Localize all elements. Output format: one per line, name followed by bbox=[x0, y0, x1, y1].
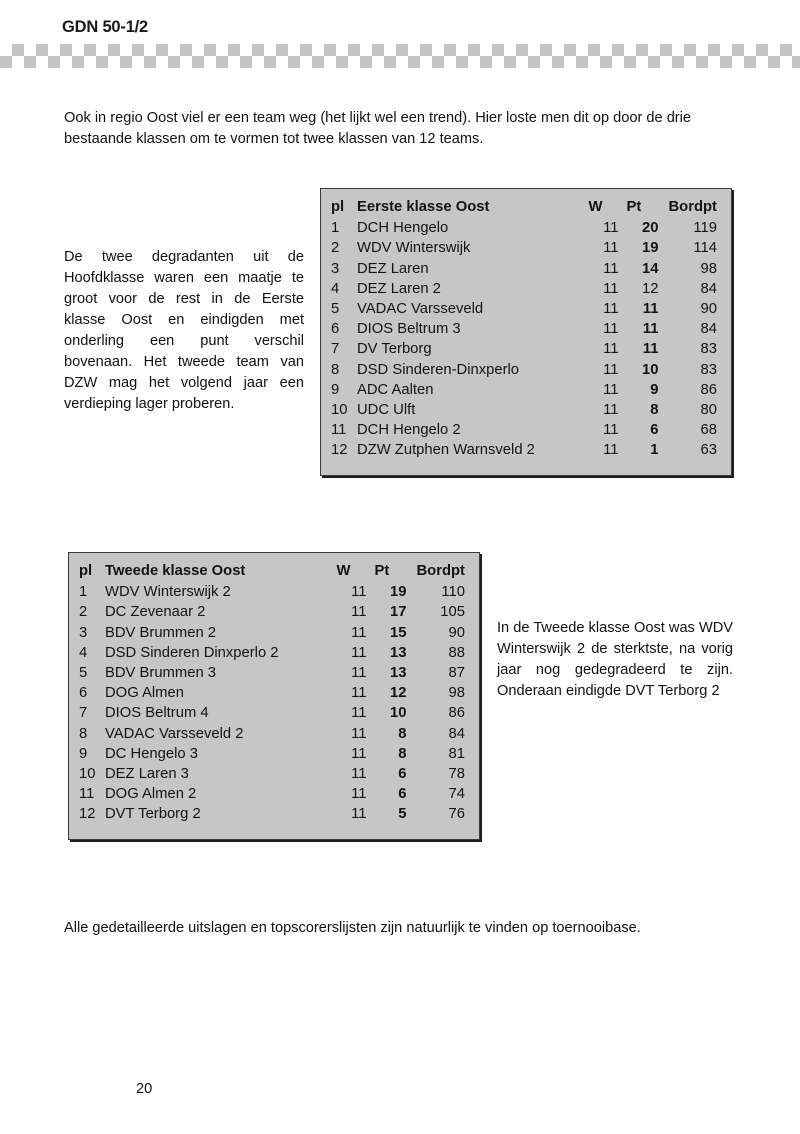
table-row bbox=[79, 703, 469, 723]
cell-team: DCH Hengelo 2 bbox=[357, 422, 461, 439]
cell-pt: 6 bbox=[650, 422, 659, 439]
cell-pt: 8 bbox=[398, 745, 407, 762]
cell-w: 11 bbox=[603, 260, 619, 277]
cell-bordpt: 84 bbox=[700, 321, 717, 338]
cell-pt: 12 bbox=[642, 280, 659, 297]
cell-pl: 12 bbox=[331, 442, 348, 459]
table-row bbox=[79, 724, 469, 744]
cell-pl: 6 bbox=[331, 321, 340, 338]
cell-bordpt: 76 bbox=[448, 806, 465, 823]
cell-pl: 3 bbox=[331, 260, 340, 277]
cell-w: 11 bbox=[603, 381, 619, 398]
cell-team: DIOS Beltrum 4 bbox=[105, 705, 209, 722]
cell-pt: 5 bbox=[398, 806, 407, 823]
cell-pl: 8 bbox=[79, 725, 88, 742]
cell-bordpt: 114 bbox=[693, 240, 717, 257]
cell-w: 11 bbox=[351, 665, 367, 682]
cell-team: VADAC Varsseveld 2 bbox=[105, 725, 244, 742]
cell-pt: 14 bbox=[642, 260, 659, 277]
cell-w: 11 bbox=[351, 584, 367, 601]
page-number: 20 bbox=[136, 1081, 153, 1097]
cell-team: DEZ Laren bbox=[357, 260, 429, 277]
rank-table bbox=[79, 561, 469, 825]
cell-team: UDC Ulft bbox=[357, 402, 416, 419]
cell-pt: 11 bbox=[642, 301, 659, 318]
column-header-pl: pl bbox=[331, 199, 345, 215]
table-row bbox=[331, 440, 721, 460]
standings-table-tweede-klasse-oost bbox=[68, 552, 480, 840]
cell-bordpt: 88 bbox=[448, 644, 465, 661]
cell-team: ADC Aalten bbox=[357, 381, 434, 398]
cell-bordpt: 119 bbox=[693, 220, 717, 237]
table-body bbox=[79, 582, 469, 824]
cell-bordpt: 110 bbox=[441, 584, 465, 601]
cell-pt: 10 bbox=[642, 361, 659, 378]
cell-w: 11 bbox=[351, 705, 367, 722]
cell-pl: 7 bbox=[331, 341, 340, 358]
cell-pt: 17 bbox=[390, 604, 407, 621]
cell-team: DVT Terborg 2 bbox=[105, 806, 201, 823]
cell-w: 11 bbox=[603, 402, 619, 419]
cell-w: 11 bbox=[351, 806, 367, 823]
cell-bordpt: 87 bbox=[448, 665, 465, 682]
outro-paragraph: Alle gedetailleerde uitslagen en topscorerslijsten zijn natuurlijk te vinden op toernooibase. bbox=[64, 920, 641, 936]
cell-pt: 12 bbox=[390, 685, 407, 702]
cell-pt: 6 bbox=[398, 786, 407, 803]
cell-pl: 5 bbox=[331, 301, 340, 318]
cell-pt: 15 bbox=[390, 624, 407, 641]
table-row bbox=[79, 602, 469, 622]
column-header-pl: pl bbox=[79, 563, 93, 579]
cell-w: 11 bbox=[351, 685, 367, 702]
cell-team: DCH Hengelo bbox=[357, 220, 449, 237]
cell-pl: 2 bbox=[79, 604, 88, 621]
cell-bordpt: 84 bbox=[700, 280, 717, 297]
page-header bbox=[0, 0, 800, 72]
cell-pt: 8 bbox=[650, 402, 659, 419]
cell-bordpt: 84 bbox=[448, 725, 465, 742]
cell-team: WDV Winterswijk 2 bbox=[105, 584, 231, 601]
table-row bbox=[79, 784, 469, 804]
table-row bbox=[331, 218, 721, 238]
cell-team: DSD Sinderen-Dinxperlo bbox=[357, 361, 520, 378]
cell-team: DEZ Laren 2 bbox=[357, 280, 441, 297]
table-header-row bbox=[79, 561, 469, 582]
cell-pt: 8 bbox=[398, 725, 407, 742]
table-row bbox=[331, 279, 721, 299]
cell-pl: 4 bbox=[331, 280, 340, 297]
table-row bbox=[79, 623, 469, 643]
cell-pl: 3 bbox=[79, 624, 88, 641]
table-row bbox=[79, 663, 469, 683]
cell-bordpt: 83 bbox=[700, 361, 717, 378]
cell-team: VADAC Varsseveld bbox=[357, 301, 484, 318]
table-row bbox=[79, 582, 469, 602]
cell-w: 11 bbox=[603, 301, 619, 318]
cell-bordpt: 83 bbox=[700, 341, 717, 358]
standings-table-eerste-klasse-oost bbox=[320, 188, 732, 476]
cell-pt: 13 bbox=[390, 665, 407, 682]
cell-team: DIOS Beltrum 3 bbox=[357, 321, 461, 338]
cell-team: DZW Zutphen Warnsveld 2 bbox=[357, 442, 535, 459]
table-row bbox=[331, 339, 721, 359]
column-header-name: Tweede klasse Oost bbox=[105, 563, 246, 579]
table-row bbox=[79, 683, 469, 703]
column-header-w: W bbox=[336, 563, 351, 579]
cell-team: DOG Almen 2 bbox=[105, 786, 197, 803]
cell-pl: 9 bbox=[331, 381, 340, 398]
cell-pt: 13 bbox=[390, 644, 407, 661]
table-header-row bbox=[331, 197, 721, 218]
table-row bbox=[331, 299, 721, 319]
cell-bordpt: 81 bbox=[448, 745, 465, 762]
cell-w: 11 bbox=[603, 442, 619, 459]
eerste-klasse-commentary-paragraph: De twee degradanten uit de Hoofdklasse waren een maatje te groot voor de rest in de Eerste klasse Oost en eindigden met onderling een punt verschil bovenaan. Het tweede team van DZW mag het volgend jaar een verdieping lager proberen. bbox=[64, 249, 304, 412]
cell-pl: 4 bbox=[79, 644, 88, 661]
cell-w: 11 bbox=[603, 220, 619, 237]
table-header-row bbox=[331, 197, 721, 218]
cell-w: 11 bbox=[603, 240, 619, 257]
table-row bbox=[79, 643, 469, 663]
table-row bbox=[331, 319, 721, 339]
cell-w: 11 bbox=[603, 341, 619, 358]
cell-pt: 1 bbox=[650, 442, 659, 459]
cell-w: 11 bbox=[351, 786, 367, 803]
cell-team: DSD Sinderen Dinxperlo 2 bbox=[105, 644, 279, 661]
cell-team: DC Hengelo 3 bbox=[105, 745, 198, 762]
cell-pl: 1 bbox=[331, 220, 340, 237]
cell-team: DC Zevenaar 2 bbox=[105, 604, 206, 621]
checkered-rule-divider bbox=[0, 44, 800, 68]
cell-pl: 6 bbox=[79, 685, 88, 702]
column-header-w: W bbox=[588, 199, 603, 215]
cell-team: BDV Brummen 2 bbox=[105, 624, 217, 641]
cell-w: 11 bbox=[603, 321, 619, 338]
cell-w: 11 bbox=[351, 725, 367, 742]
cell-pl: 10 bbox=[79, 766, 96, 783]
cell-pt: 6 bbox=[398, 766, 407, 783]
rank-table bbox=[331, 197, 721, 461]
cell-bordpt: 90 bbox=[448, 624, 465, 641]
table-row bbox=[79, 764, 469, 784]
cell-team: BDV Brummen 3 bbox=[105, 665, 217, 682]
cell-pl: 1 bbox=[79, 584, 88, 601]
cell-team: DV Terborg bbox=[357, 341, 432, 358]
cell-pt: 20 bbox=[642, 220, 659, 237]
cell-bordpt: 98 bbox=[700, 260, 717, 277]
cell-pl: 11 bbox=[79, 786, 95, 803]
cell-bordpt: 90 bbox=[700, 301, 717, 318]
table-row bbox=[331, 400, 721, 420]
table-body bbox=[331, 218, 721, 460]
cell-pl: 12 bbox=[79, 806, 96, 823]
cell-w: 11 bbox=[351, 604, 367, 621]
cell-pt: 10 bbox=[390, 705, 407, 722]
cell-team: WDV Winterswijk bbox=[357, 240, 471, 257]
cell-pl: 2 bbox=[331, 240, 340, 257]
table-row bbox=[331, 420, 721, 440]
column-header-pt: Pt bbox=[374, 563, 390, 579]
cell-pl: 9 bbox=[79, 745, 88, 762]
column-header-bordpt: Bordpt bbox=[416, 563, 465, 579]
cell-bordpt: 86 bbox=[448, 705, 465, 722]
cell-bordpt: 74 bbox=[448, 786, 465, 803]
table-header-row bbox=[79, 561, 469, 582]
intro-paragraph: Ook in regio Oost viel er een team weg (het lijkt wel een trend). Hier loste men dit op door de drie bestaande klassen om te vormen tot twee klassen van 12 teams. bbox=[64, 110, 692, 147]
cell-bordpt: 80 bbox=[700, 402, 717, 419]
cell-bordpt: 68 bbox=[700, 422, 717, 439]
cell-bordpt: 98 bbox=[448, 685, 465, 702]
table-row bbox=[79, 744, 469, 764]
tweede-klasse-commentary-paragraph: In de Tweede klasse Oost was WDV Winterswijk 2 de sterktste, na vorig jaar nog gedegradeerd te zijn. Onderaan eindigde DVT Terborg 2 bbox=[497, 620, 733, 699]
cell-pt: 11 bbox=[642, 321, 659, 338]
table-row bbox=[331, 360, 721, 380]
table-row bbox=[79, 804, 469, 824]
cell-pl: 8 bbox=[331, 361, 340, 378]
column-header-bordpt: Bordpt bbox=[668, 199, 717, 215]
cell-bordpt: 86 bbox=[700, 381, 717, 398]
cell-w: 11 bbox=[351, 624, 367, 641]
cell-w: 11 bbox=[603, 280, 619, 297]
cell-pt: 19 bbox=[390, 584, 407, 601]
cell-pl: 7 bbox=[79, 705, 88, 722]
column-header-name: Eerste klasse Oost bbox=[357, 199, 490, 215]
cell-team: DOG Almen bbox=[105, 685, 184, 702]
cell-bordpt: 63 bbox=[700, 442, 717, 459]
table-row bbox=[331, 259, 721, 279]
cell-pt: 19 bbox=[642, 240, 659, 257]
cell-team: DEZ Laren 3 bbox=[105, 766, 189, 783]
cell-bordpt: 78 bbox=[448, 766, 465, 783]
table-row bbox=[331, 238, 721, 258]
cell-bordpt: 105 bbox=[440, 604, 465, 621]
table-row bbox=[331, 380, 721, 400]
cell-w: 11 bbox=[351, 745, 367, 762]
cell-w: 11 bbox=[603, 361, 619, 378]
cell-pl: 5 bbox=[79, 665, 88, 682]
cell-pl: 11 bbox=[331, 422, 347, 439]
cell-pl: 10 bbox=[331, 402, 348, 419]
cell-w: 11 bbox=[351, 766, 367, 783]
page-title: GDN 50-1/2 bbox=[62, 18, 149, 36]
cell-w: 11 bbox=[351, 644, 367, 661]
cell-w: 11 bbox=[603, 422, 619, 439]
cell-pt: 9 bbox=[650, 381, 659, 398]
cell-pt: 11 bbox=[642, 341, 659, 358]
column-header-pt: Pt bbox=[626, 199, 642, 215]
